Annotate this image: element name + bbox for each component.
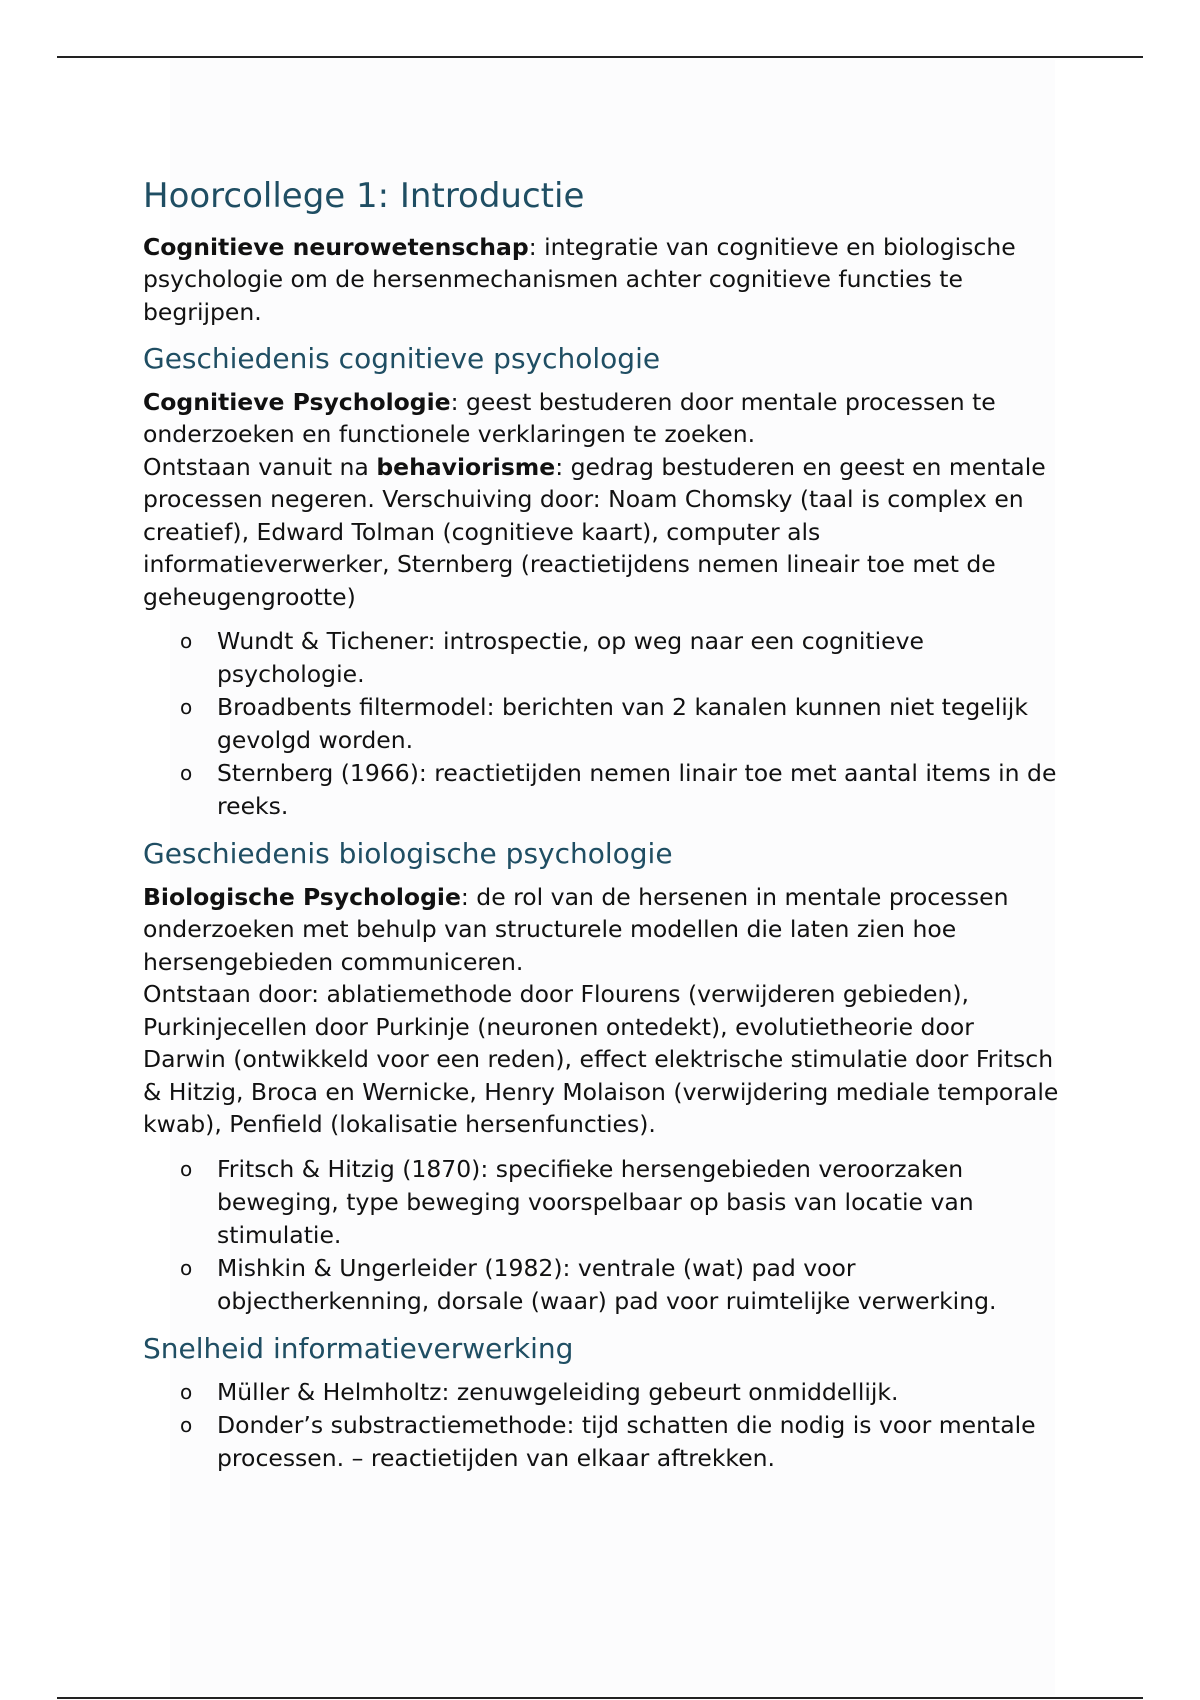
intro-term: Cognitieve neurowetenschap xyxy=(143,232,529,261)
cognitive-bullet-list xyxy=(143,625,1063,823)
bullet-icon: o xyxy=(180,1379,193,1404)
list-item: o Broadbents filtermodel: berichten van 2 kanalen kunnen niet tegelijk gevolgd worden. xyxy=(180,693,1028,755)
list-item: o Müller & Helmholtz: zenuwgeleiding gebeurt onmiddellijk. xyxy=(217,1376,1063,1409)
intro-text: : integratie van cognitieve en biologische psychologie om de hersenmechanismen achter cognitieve functies te begrijpen. xyxy=(143,232,1016,326)
page-title: Hoorcollege 1: Introductie xyxy=(143,176,585,216)
list-item: o Fritsch & Hitzig (1870): specifieke hersengebieden veroorzaken beweging, type beweging voorspelbaar op basis van locatie van stimulatie. xyxy=(180,1154,974,1249)
section-heading-biological: Geschiedenis biologische psychologie xyxy=(143,837,673,871)
bullet-icon: o xyxy=(180,629,193,654)
top-rule xyxy=(57,56,1143,58)
list-item: o Wundt & Tichener: introspectie, op weg naar een cognitieve psychologie. xyxy=(180,627,924,689)
speed-bullet-list xyxy=(143,1376,1063,1475)
document-body xyxy=(143,176,1063,1475)
cognitive-term: Cognitieve Psychologie xyxy=(143,387,451,416)
section-heading-cognitive: Geschiedenis cognitieve psychologie xyxy=(143,342,661,376)
intro-paragraph xyxy=(143,231,1063,329)
behaviorism-term: behaviorisme xyxy=(376,452,556,481)
bullet-icon: o xyxy=(180,1412,193,1437)
section-heading-speed: Snelheid informatieverwerking xyxy=(143,1331,574,1365)
bullet-icon: o xyxy=(180,761,193,786)
list-item: o Sternberg (1966): reactietijden nemen linair toe met aantal items in de reeks. xyxy=(180,759,1057,821)
bullet-icon: o xyxy=(180,1255,193,1280)
cognitive-definition: Cognitieve Psychologie: geest bestuderen door mentale processen te onderzoeken en functionele verklaringen te zoeken. xyxy=(143,387,996,449)
biological-origin: Ontstaan door: ablatiemethode door Flourens (verwijderen gebieden), Purkinjecellen door Purkinje (neuronen ontedekt), evolutietheorie door Darwin (ontwikkeld voor een reden), effect elektrische stimulatie door Fritsch & Hitzig, Broca en Wernicke, Henry Molaison (verwijdering mediale temporale kwab), Penfield (lokalisatie hersenfuncties). xyxy=(143,980,1059,1139)
bottom-rule xyxy=(57,1697,1143,1699)
bullet-icon: o xyxy=(180,695,193,720)
biological-bullet-list xyxy=(143,1153,1063,1318)
list-item: o Mishkin & Ungerleider (1982): ventrale (wat) pad voor objectherkenning, dorsale (waar) pad voor ruimtelijke verwerking. xyxy=(180,1253,997,1315)
list-item: o Donder’s substractiemethode: tijd schatten die nodig is voor mentale processen. – reactietijden van elkaar aftrekken. xyxy=(180,1410,1036,1472)
cognitive-origin: Ontstaan vanuit na behaviorisme: gedrag bestuderen en geest en mentale processen negeren. Verschuiving door: Noam Chomsky (taal is complex en creatief), Edward Tolman (cognitieve kaart), computer als informatieverwerker, Sternberg (reactietijdens nemen lineair toe met de geheugengrootte) xyxy=(143,452,1046,611)
biological-definition: Biologische Psychologie: de rol van de hersenen in mentale processen onderzoeken met behulp van structurele modellen die laten zien hoe hersengebieden communiceren. xyxy=(143,882,1009,976)
bullet-icon: o xyxy=(180,1156,193,1181)
biological-term: Biologische Psychologie xyxy=(143,882,461,911)
